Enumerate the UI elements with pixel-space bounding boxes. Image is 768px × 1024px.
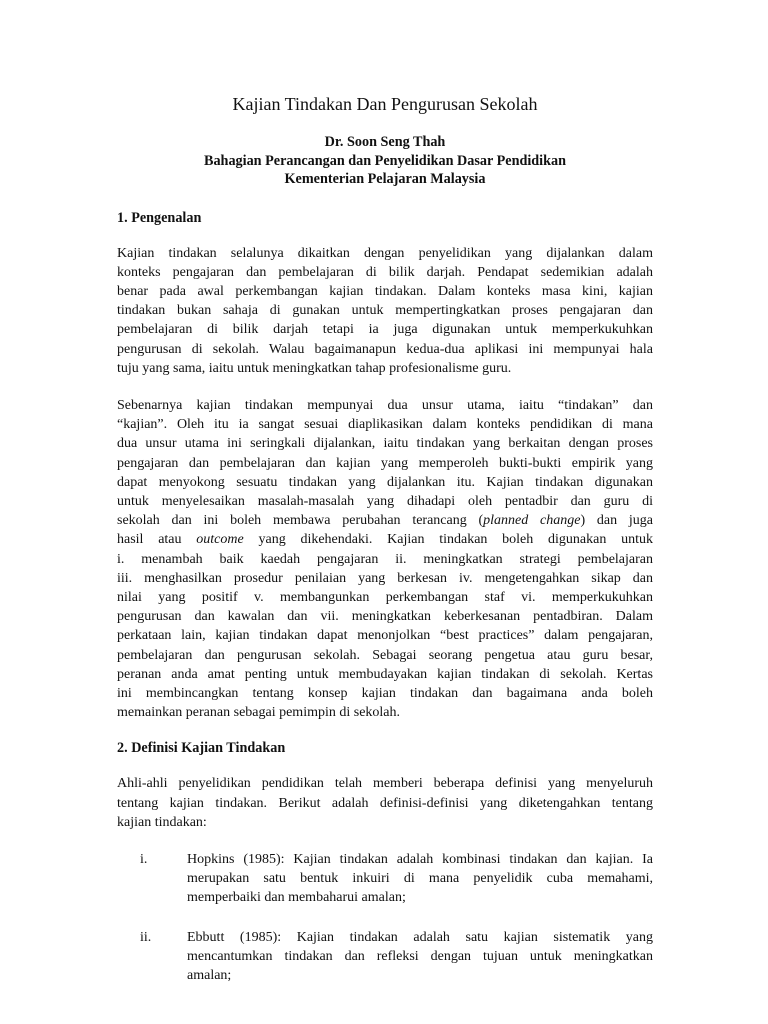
text-line: konteks pengajaran dan pembelajaran di bilik darjah. Pendapat sedemikian adalah: [117, 264, 653, 280]
text-line: Sebenarnya kajian tindakan mempunyai dua unsur utama, iaitu “tindakan” dan: [117, 397, 653, 413]
author-name: Dr. Soon Seng Thah: [324, 134, 446, 150]
section-1-paragraph-1: [117, 244, 653, 378]
text-line: tentang kajian tindakan. Berikut adalah definisi-definisi yang diketengahkan tentang: [117, 795, 653, 811]
text-fragment: sekolah dan ini boleh membawa perubahan terancang (: [117, 513, 484, 529]
affiliation-ministry: Kementerian Pelajaran Malaysia: [284, 171, 486, 187]
text-line: dapat menyokong sesuatu tindakan yang dijalankan itu. Kajian tindakan digunakan: [117, 474, 653, 490]
text-line: merupakan satu bentuk inkuiri di mana penyelidik cuba memahami,: [187, 871, 653, 887]
definition-item-ebbutt: [117, 928, 653, 986]
definition-item-hopkins: [117, 850, 653, 908]
document-title: Kajian Tindakan Dan Pengurusan Sekolah: [232, 94, 538, 114]
definition-number: i.: [140, 851, 148, 867]
text-fragment: hasil atau: [117, 532, 197, 548]
text-line: pembelajaran dan pengurusan sekolah. Sebagai seorang pengetua atau guru besar,: [117, 647, 653, 663]
text-fragment: yang dikehendaki. Kajian tindakan boleh digunakan untuk: [243, 532, 653, 548]
text-line: perkataan lain, kajian tindakan dapat menonjolkan “best practices” dalam pengajaran,: [117, 628, 653, 644]
text-line: [117, 530, 653, 549]
text-line: tuju yang sama, iaitu untuk meningkatkan tahap profesionalisme guru.: [117, 360, 512, 376]
text-line: dua unsur utama ini seringkali dijalankan, iaitu tindakan yang berkaitan dengan proses: [117, 436, 653, 452]
text-line: pengurusan dan kawalan dan vii. meningkatkan keberkesanan pentadbiran. Dalam: [117, 609, 653, 625]
definition-list: [117, 850, 653, 985]
text-line: “kajian”. Oleh itu ia sangat sesuai diaplikasikan dalam konteks pendidikan di mana: [117, 417, 653, 433]
text-line: pengurusan di sekolah. Walau bagaimanapun kedua-dua aplikasi ini mempunyai hala: [117, 341, 653, 357]
text-line: Hopkins (1985): Kajian tindakan adalah kombinasi tindakan dan kajian. Ia: [187, 851, 653, 867]
text-line: Kajian tindakan selalunya dikaitkan dengan penyelidikan yang dijalankan dalam: [117, 245, 653, 261]
outcome-term: outcome: [196, 532, 244, 548]
text-line: tindakan bukan sahaja di gunakan untuk mempertingkatkan proses pengajaran dan: [117, 303, 653, 319]
text-line: peranan anda amat penting untuk membudayakan kajian tindakan di sekolah. Kertas: [117, 666, 653, 682]
text-line: amalan;: [187, 968, 232, 983]
text-line: [117, 511, 653, 530]
definition-text: [187, 928, 653, 986]
text-line: memperbaiki dan membaharui amalan;: [187, 890, 406, 906]
text-line: Ebbutt (1985): Kajian tindakan adalah satu kajian sistematik yang: [187, 929, 653, 945]
text-line: iii. menghasilkan prosedur penilaian yang berkesan iv. mengetengahkan sikap dan: [117, 570, 653, 586]
text-line: Ahli-ahli penyelidikan pendidikan telah memberi beberapa definisi yang menyeluruh: [117, 776, 653, 792]
text-line: pembelajaran di bilik darjah tetapi ia juga digunakan untuk memperkukuhkan: [117, 322, 653, 338]
text-fragment: ) dan juga: [580, 513, 654, 529]
definition-text: [187, 850, 653, 908]
text-line: nilai yang positif v. membangunkan perkembangan staf vi. memperkukuhkan: [117, 589, 653, 605]
affiliation-department: Bahagian Perancangan dan Penyelidikan Dasar Pendidikan: [204, 152, 566, 169]
text-line: untuk menyelesaikan masalah-masalah yang dihadapi oleh pentadbir dan guru di: [117, 493, 653, 509]
definition-number: ii.: [140, 929, 152, 945]
text-line: kajian tindakan:: [117, 814, 207, 830]
section-1-paragraph-2: [117, 396, 653, 722]
text-line: mencantumkan tindakan dan refleksi dengan tujuan untuk meningkatkan: [187, 948, 653, 964]
text-line: i. menambah baik kaedah pengajaran ii. meningkatkan strategi pembelajaran: [117, 551, 653, 567]
text-line: pengajaran dan pembelajaran dan kajian yang memperoleh bukti-bukti empirik yang: [117, 455, 653, 471]
section-1-heading: 1. Pengenalan: [117, 209, 202, 226]
section-2-heading: 2. Definisi Kajian Tindakan: [117, 740, 286, 757]
planned-change-term: planned change: [483, 513, 581, 529]
text-line: memainkan peranan sebagai pemimpin di sekolah.: [117, 705, 401, 721]
text-line: ini membincangkan tentang konsep kajian tindakan dan bagaimana anda boleh: [117, 685, 653, 701]
text-line: benar pada awal perkembangan kajian tindakan. Dalam konteks masa kini, kajian: [117, 283, 653, 299]
section-2-intro: [117, 774, 653, 832]
author-block: [117, 133, 653, 189]
